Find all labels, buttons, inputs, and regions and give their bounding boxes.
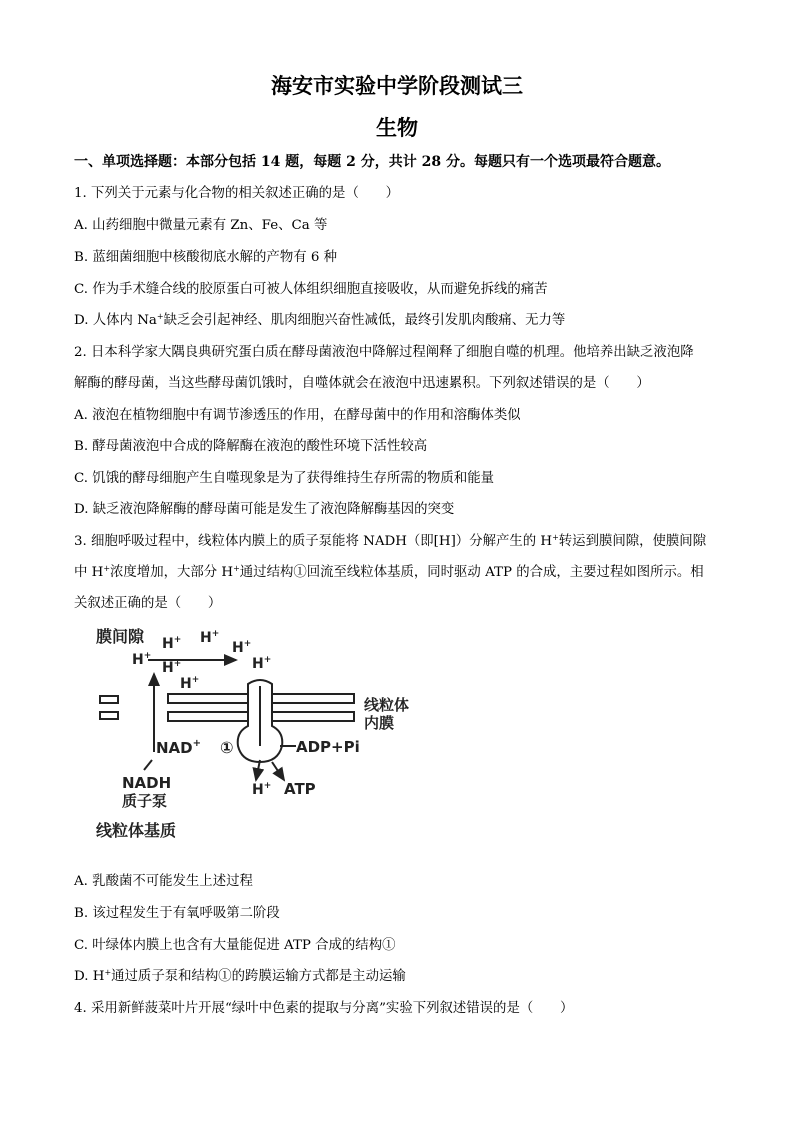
q2-stem-line2: 解酶的酵母菌，当这些酵母菌饥饿时，自噬体就会在液泡中迅速累积。下列叙述错误的是（ ） xyxy=(74,376,650,391)
label-h-1: H+ xyxy=(162,635,182,652)
q3-stem-line2: 中 H+浓度增加，大部分 H+通过结构①回流至线粒体基质，同时驱动 ATP 的合成，主要过程如图所示。相 xyxy=(74,564,704,580)
mitochondria-diagram xyxy=(96,622,440,854)
label-pump: 质子泵 xyxy=(122,792,168,810)
label-h-3: H+ xyxy=(232,639,252,656)
q2-stem-line1: 2. 日本科学家大隅良典研究蛋白质在酵母菌液泡中降解过程阐释了细胞自噬的机理。他培养出缺乏液泡降 xyxy=(74,345,694,360)
q2-option-d: D. 缺乏液泡降解酶的酵母菌可能是发生了液泡降解酶基因的突变 xyxy=(74,502,455,517)
label-h-2: H+ xyxy=(200,629,220,646)
subject-title: 生物 xyxy=(376,115,418,140)
q3-stem-line3: 关叙述正确的是（ ） xyxy=(74,596,222,611)
q3-option-b: B. 该过程发生于有氧呼吸第二阶段 xyxy=(74,906,280,921)
q1-option-a: A. 山药细胞中微量元素有 Zn、Fe、Ca 等 xyxy=(74,218,328,233)
label-adp: ADP+Pi xyxy=(296,738,360,756)
label-nad: NAD+ xyxy=(156,738,202,757)
q2-option-c: C. 饥饿的酵母细胞产生自噬现象是为了获得维持生存所需的物质和能量 xyxy=(74,471,494,486)
label-intermembrane: 膜间隙 xyxy=(96,627,145,646)
label-h-8: H+ xyxy=(252,781,272,798)
label-h-5: H+ xyxy=(162,659,182,676)
label-h-4: H+ xyxy=(132,651,152,668)
page-title: 海安市实验中学阶段测试三 xyxy=(271,73,523,98)
q2-option-b: B. 酵母菌液泡中合成的降解酶在液泡的酸性环境下活性较高 xyxy=(74,439,428,454)
label-h-6: H+ xyxy=(180,675,200,692)
q3-option-c: C. 叶绿体内膜上也含有大量能促进 ATP 合成的结构① xyxy=(74,938,396,953)
label-structure-1: ① xyxy=(220,738,234,757)
q1-option-d: D. 人体内 Na+缺乏会引起神经、肌肉细胞兴奋性减低，最终引发肌肉酸痛、无力等 xyxy=(74,312,566,328)
q3-option-d: D. H+通过质子泵和结构①的跨膜运输方式都是主动运输 xyxy=(74,968,406,984)
q3-option-a: A. 乳酸菌不可能发生上述过程 xyxy=(74,874,253,889)
label-h-7: H+ xyxy=(252,655,272,672)
label-inner-membrane-1: 线粒体 xyxy=(364,696,410,714)
label-atp: ATP xyxy=(284,780,316,798)
q1-option-b: B. 蓝细菌细胞中核酸彻底水解的产物有 6 种 xyxy=(74,250,338,265)
q3-stem-line1: 3. 细胞呼吸过程中，线粒体内膜上的质子泵能将 NADH（即[H]）分解产生的 H+转运到膜间隙，使膜间隙 xyxy=(74,533,707,549)
q4-stem: 4. 采用新鲜菠菜叶片开展“绿叶中色素的提取与分离”实验下列叙述错误的是（ ） xyxy=(74,1001,574,1016)
q2-option-a: A. 液泡在植物细胞中有调节渗透压的作用，在酵母菌中的作用和溶酶体类似 xyxy=(74,408,521,423)
q1-option-c: C. 作为手术缝合线的胶原蛋白可被人体组织细胞直接吸收，从而避免拆线的痛苦 xyxy=(74,282,548,297)
label-matrix: 线粒体基质 xyxy=(96,821,177,840)
label-nadh: NADH xyxy=(122,774,172,792)
label-inner-membrane-2: 内膜 xyxy=(364,714,395,732)
q1-stem: 1. 下列关于元素与化合物的相关叙述正确的是（ ） xyxy=(74,186,400,201)
section-heading: 一、单项选择题：本部分包括 14 题，每题 2 分，共计 28 分。每题只有一个选项最符合题意。 xyxy=(74,154,670,170)
